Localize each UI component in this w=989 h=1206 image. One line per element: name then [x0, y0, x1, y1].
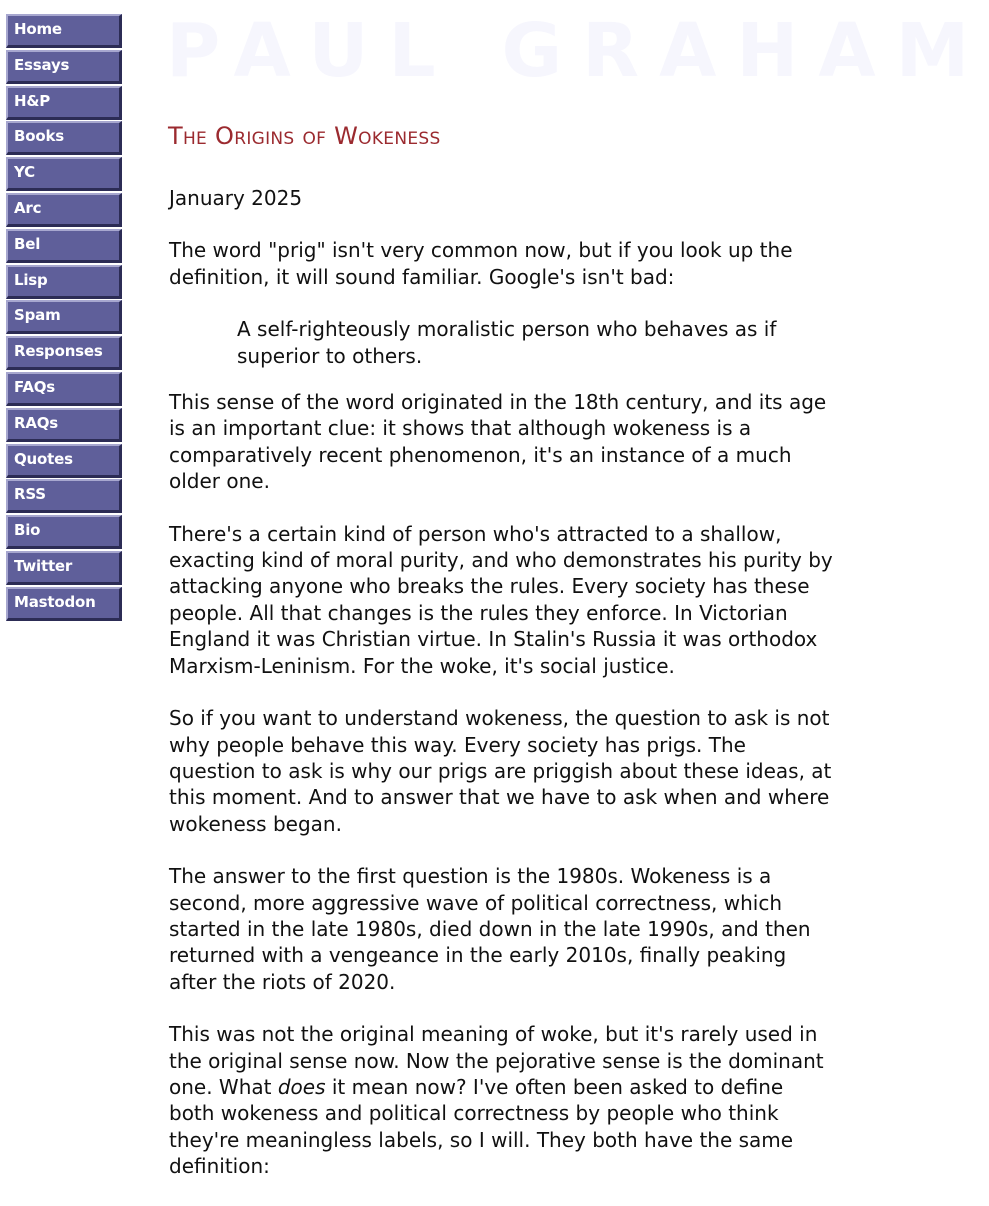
text-line: second, more aggressive wave of political correctness, which: [169, 890, 783, 915]
text-line: exacting kind of moral purity, and who demonstrates his purity by: [169, 548, 833, 573]
nav-hackers-painters-link[interactable]: H&P: [6, 86, 122, 120]
site-title-banner[interactable]: PAUL GRAHAM: [166, 8, 989, 94]
text-segment: one. What: [169, 1074, 278, 1099]
text-segment: it mean now? I've often been asked to define: [325, 1074, 784, 1099]
sidebar-nav: [6, 14, 122, 623]
paragraph-5: [169, 863, 929, 995]
nav-spam-link[interactable]: Spam: [6, 300, 122, 334]
text-line: So if you want to understand wokeness, the question to ask is not: [169, 706, 830, 731]
nav-rss-link[interactable]: RSS: [6, 479, 122, 513]
text-line: Marxism-Leninism. For the woke, it's social justice.: [169, 653, 675, 678]
text-line: This sense of the word originated in the 18th century, and its age: [169, 390, 827, 415]
paragraph-1: [169, 237, 929, 290]
text-line: they're meaningless labels, so I will. They both have the same: [169, 1127, 794, 1152]
nav-bel-link[interactable]: Bel: [6, 229, 122, 263]
text-line: The answer to the first question is the 1980s. Wokeness is a: [169, 864, 772, 889]
nav-quotes-link[interactable]: Quotes: [6, 444, 122, 478]
nav-arc-link[interactable]: Arc: [6, 193, 122, 227]
emphasis-does: does: [277, 1074, 326, 1099]
article-date: January 2025: [169, 186, 303, 210]
paragraph-6: [169, 1021, 929, 1179]
nav-lisp-link[interactable]: Lisp: [6, 265, 122, 299]
nav-faqs-link[interactable]: FAQs: [6, 372, 122, 406]
text-line: definition, it will sound familiar. Google's isn't bad:: [169, 264, 675, 289]
nav-responses-link[interactable]: Responses: [6, 336, 122, 370]
text-line: after the riots of 2020.: [169, 969, 396, 994]
text-line: the original sense now. Now the pejorative sense is the dominant: [169, 1048, 824, 1073]
nav-bio-link[interactable]: Bio: [6, 515, 122, 549]
text-line: England it was Christian virtue. In Stalin's Russia it was orthodox: [169, 627, 818, 652]
text-line: This was not the original meaning of woke, but it's rarely used in: [169, 1022, 818, 1047]
text-line: returned with a vengeance in the early 2010s, finally peaking: [169, 943, 787, 968]
definition-quote: [237, 316, 897, 369]
text-line: The word "prig" isn't very common now, but if you look up the: [169, 238, 793, 263]
text-line: this moment. And to answer that we have to ask when and where: [169, 785, 830, 810]
text-line: superior to others.: [237, 343, 423, 368]
article-body: [169, 185, 929, 1206]
text-line: [169, 1074, 929, 1100]
text-line: started in the late 1980s, died down in the late 1990s, and then: [169, 916, 811, 941]
paragraph-4: [169, 705, 929, 837]
text-line: A self-righteously moralistic person who behaves as if: [237, 317, 777, 342]
text-line: both wokeness and political correctness by people who think: [169, 1101, 779, 1126]
text-line: attacking anyone who breaks the rules. Every society has these: [169, 574, 810, 599]
text-line: wokeness began.: [169, 811, 342, 836]
nav-home-link[interactable]: Home: [6, 14, 122, 48]
text-line: why people behave this way. Every society has prigs. The: [169, 732, 746, 757]
nav-yc-link[interactable]: YC: [6, 157, 122, 191]
paragraph-3: [169, 521, 929, 679]
text-line: comparatively recent phenomenon, it's an instance of a much: [169, 442, 792, 467]
text-line: people. All that changes is the rules they enforce. In Victorian: [169, 600, 788, 625]
text-line: older one.: [169, 469, 270, 494]
text-line: definition:: [169, 1154, 270, 1179]
nav-mastodon-link[interactable]: Mastodon: [6, 587, 122, 621]
nav-books-link[interactable]: Books: [6, 121, 122, 155]
text-line: is an important clue: it shows that although wokeness is a: [169, 416, 752, 441]
nav-raqs-link[interactable]: RAQs: [6, 408, 122, 442]
nav-essays-link[interactable]: Essays: [6, 50, 122, 84]
text-line: question to ask is why our prigs are priggish about these ideas, at: [169, 758, 832, 783]
text-line: There's a certain kind of person who's attracted to a shallow,: [169, 521, 782, 546]
paragraph-2: [169, 389, 929, 495]
article-title: The Origins of Wokeness: [168, 122, 441, 150]
nav-twitter-link[interactable]: Twitter: [6, 551, 122, 585]
